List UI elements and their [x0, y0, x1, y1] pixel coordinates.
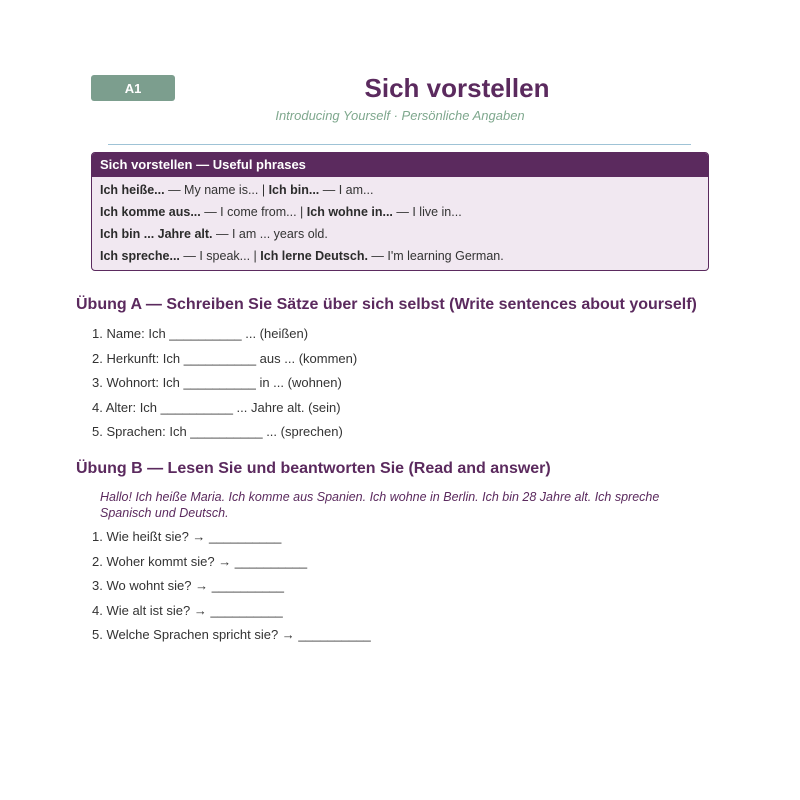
phrase-german: Ich bin... — [268, 183, 320, 197]
phrase-german: Ich lerne Deutsch. — [260, 249, 368, 263]
phrase-translation: — I am ... years old. — [212, 227, 328, 241]
phrase-german: Ich spreche... — [100, 249, 180, 263]
phrase-translation: — I'm learning German. — [367, 249, 504, 263]
exercise-b-item: 3. Wo wohnt sie? → __________ — [92, 578, 285, 593]
phrase-german: Ich heiße... — [100, 183, 165, 197]
phrase-row — [92, 245, 708, 267]
phrase-german: Ich komme aus... — [100, 205, 201, 219]
phrase-translation: — I live in... — [392, 205, 462, 219]
page-title: Sich vorstellen — [364, 73, 550, 103]
phrase-row — [92, 223, 708, 245]
phrase-box-title: Sich vorstellen — Useful phrases — [92, 153, 708, 177]
exercise-a-item: 2. Herkunft: Ich __________ aus ... (kommen) — [92, 350, 358, 366]
level-badge: A1 — [91, 75, 175, 101]
exercise-b-item: 2. Woher kommt sie? → __________ — [92, 553, 308, 569]
exercise-a-item: 5. Sprachen: Ich __________ ... (sprechen) — [92, 424, 343, 439]
phrase-translation: — I come from... | — [200, 205, 307, 219]
phrase-row — [92, 201, 708, 223]
exercise-b-item: 5. Welche Sprachen spricht sie? → __________ — [92, 627, 371, 642]
exercise-a-item: 4. Alter: Ich __________ ... Jahre alt. (sein) — [92, 399, 341, 415]
exercise-a-title: Übung A — Schreiben Sie Sätze über sich selbst (Write sentences about yourself) — [76, 296, 697, 313]
phrase-german: Ich wohne in... — [306, 205, 393, 219]
exercise-b-item: 1. Wie heißt sie? → __________ — [92, 529, 282, 544]
phrase-row — [92, 179, 708, 201]
phrase-box — [91, 152, 709, 271]
phrase-list — [92, 177, 708, 270]
phrase-translation: — My name is... | — [164, 183, 269, 197]
phrase-german: Ich bin ... Jahre alt. — [100, 227, 213, 241]
phrase-translation: — I speak... | — [179, 249, 261, 263]
exercise-b-item: 4. Wie alt ist sie? → __________ — [92, 602, 283, 618]
reading-text: Hallo! Ich heiße Maria. Ich komme aus Spanien. Ich wohne in Berlin. Ich bin 28 Jahre alt. Ich spreche Spanisch und Deutsch. — [100, 490, 660, 520]
exercise-b-list — [92, 525, 371, 648]
exercise-a-item: 3. Wohnort: Ich __________ in ... (wohnen) — [92, 375, 342, 390]
exercise-a-item: 1. Name: Ich __________ ... (heißen) — [92, 326, 309, 341]
exercise-a-list — [92, 322, 357, 445]
exercise-b-title: Übung B — Lesen Sie und beantworten Sie (Read and answer) — [76, 460, 551, 477]
header-divider — [108, 144, 691, 145]
page-subtitle: Introducing Yourself · Persönliche Angaben — [275, 108, 525, 123]
phrase-translation: — I am... — [319, 183, 374, 197]
